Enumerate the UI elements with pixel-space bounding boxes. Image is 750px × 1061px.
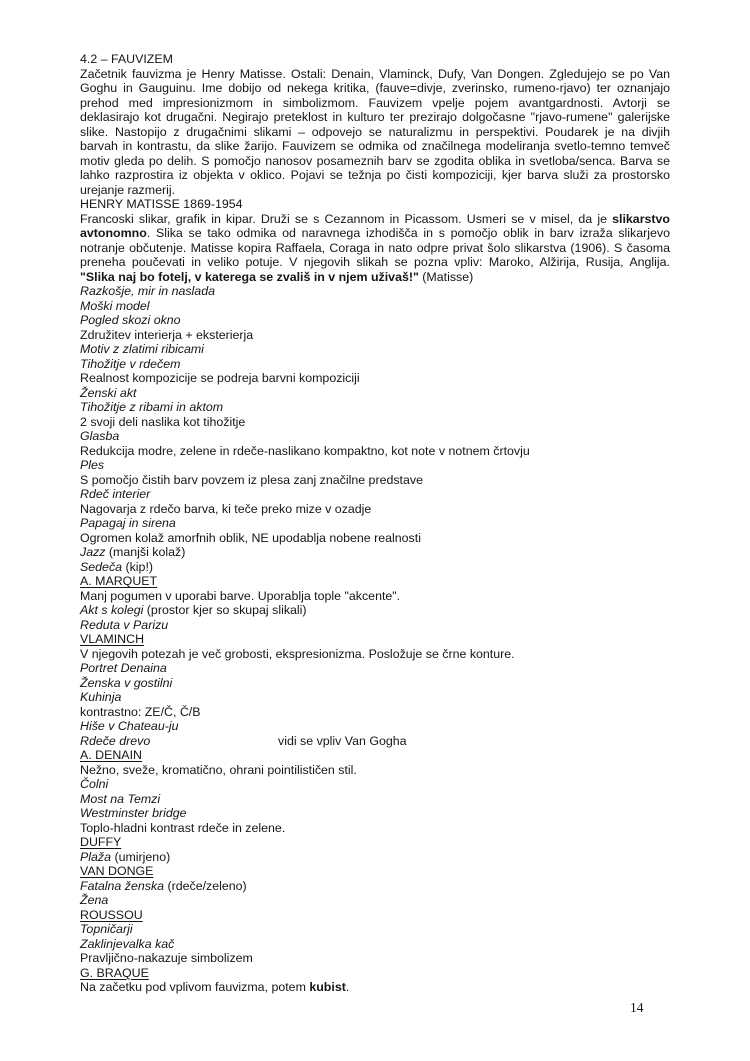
text-segment: avtonomno [80, 226, 147, 240]
artwork-title [80, 284, 670, 299]
artwork-title [80, 487, 670, 502]
text-segment: VAN DONGE [80, 864, 154, 878]
text-segment: VLAMINCH [80, 632, 145, 646]
text-segment: Razkošje, mir in naslada [80, 284, 215, 298]
text-segment: barvah in kontrastu, da slike žarijo. Fauvizem se odmika od značilnega modeliranja svetlo-temno temveč [80, 139, 670, 153]
document-line [80, 763, 670, 778]
text-segment: Motiv z zlatimi ribicami [80, 342, 204, 356]
artist-heading-roussou [80, 908, 670, 923]
text-segment: S pomočjo čistih barv povzem iz plesa zanj značilne predstave [80, 472, 423, 487]
document-line [80, 96, 670, 111]
text-segment: ROUSSOU [80, 907, 143, 922]
document-line [80, 241, 670, 256]
text-segment: Kuhinja [80, 690, 122, 704]
document-line [80, 473, 670, 488]
text-segment: Ženski akt [80, 385, 137, 400]
artist-heading-denain [80, 748, 670, 763]
document-line [80, 139, 670, 154]
document-line [80, 168, 670, 183]
artwork-title [80, 719, 670, 734]
text-segment: Realnost kompozicije se podreja barvni kompoziciji [80, 371, 360, 385]
text-segment: Tihožitje z ribami in aktom [80, 400, 224, 414]
text-segment: urejanje razmerij. [80, 182, 176, 197]
text-segment: Goghu in Gauguinu. Ime dobijo od nekega kritika, (fauve=divje, zverinsko, rumeno-rjavo) ter oznanjajo [80, 81, 670, 95]
text-segment: Sedeča [80, 559, 123, 574]
text-segment: Rdeč interier [80, 487, 151, 501]
text-segment: Nagovarja z rdečo barva, ki teče preko mize v ozadje [80, 501, 372, 516]
text-segment: 4.2 – FAUVIZEM [80, 52, 173, 66]
text-segment: deklasirajo kot drugačni. Negirajo preteklost in kulturo ter prezirajo dolgočasne "rjavo-rumene" galerijske [80, 110, 670, 124]
artwork-title [80, 458, 670, 473]
document-line [80, 415, 670, 430]
artwork-title [80, 937, 670, 952]
text-segment: Fatalna ženska [80, 878, 165, 893]
text-segment: (kip!) [122, 559, 154, 574]
artwork-title [80, 850, 670, 865]
document-line [80, 821, 670, 836]
artist-heading-van-donge [80, 864, 670, 879]
text-segment: Most na Temzi [80, 791, 161, 806]
page-number: 14 [630, 1000, 644, 1015]
text-segment: Glasba [80, 429, 120, 443]
text-segment: Hiše v Chateau-ju [80, 719, 179, 733]
document-line [80, 980, 670, 995]
artwork-title [80, 618, 670, 633]
text-segment: Rdeče drevo [80, 733, 151, 748]
artwork-title [80, 386, 670, 401]
artwork-title [80, 777, 670, 792]
text-segment: Ples [80, 458, 105, 472]
text-segment: Papagaj in sirena [80, 516, 176, 530]
text-segment: Redukcija modre, zelene in rdeče-naslikano kompaktno, kot note v notnem črtovju [80, 443, 530, 458]
artwork-title [80, 603, 670, 618]
text-segment: Francoski slikar, grafik in kipar. Druži se s Cezannom in Picassom. Usmeri se v misel, da je [80, 211, 613, 226]
text-segment: preneha poučevati in veliko potuje. V njegovih slikah se pozna vpliv: Maroko, Alžirija, Rusija, Anglija. [80, 255, 670, 269]
artist-heading-duffy [80, 835, 670, 850]
document-line [80, 212, 670, 227]
document-line [80, 154, 670, 169]
text-segment: (manjši kolaž) [105, 545, 186, 559]
text-segment: V njegovih potezah je več grobosti, ekspresionizma. Posložuje se črne konture. [80, 646, 515, 661]
artwork-title [80, 661, 670, 676]
text-segment: prehod med impresionizmom in simbolizmom. Fauvizem vpelje pojem avantgardnosti. Avtorji se [80, 95, 670, 110]
text-segment: Čolni [80, 777, 109, 791]
text-segment: G. BRAQUE [80, 965, 149, 980]
artwork-title [80, 560, 670, 575]
text-segment: (Matisse) [418, 269, 474, 284]
text-segment: Tihožitje v rdečem [80, 356, 181, 371]
text-segment: slikarstvo [612, 211, 670, 226]
text-segment: A. MARQUET [80, 574, 158, 588]
artwork-title [80, 893, 670, 908]
text-segment: Združitev interierja + eksterierja [80, 327, 254, 342]
text-segment: Na začetku pod vplivom fauvizma, potem [80, 980, 310, 994]
text-segment: Začetnik fauvizma je Henry Matisse. Ostali: Denain, Vlaminck, Dufy, Van Dongen. Zgledujejo se po Van [80, 66, 670, 81]
text-segment: kubist [309, 980, 346, 994]
document-line [80, 444, 670, 459]
text-segment: slike. Nastopijo z drugačnimi slikami – odpovejo se naturalizmu in perspektivi. Poudarek je na divjih [80, 124, 670, 139]
artwork-title [80, 429, 670, 444]
text-segment: Reduta v Parizu [80, 617, 169, 632]
artwork-title [80, 357, 670, 372]
document-line [80, 647, 670, 662]
text-segment: Topničarji [80, 922, 133, 936]
document-line [80, 226, 670, 241]
artwork-title [80, 516, 670, 531]
text-segment: notranje občutenje. Matisse kopira Raffaela, Coraga in nato odpre privat šolo slikarstva (1906). S časoma [80, 240, 670, 255]
text-segment: HENRY MATISSE 1869-1954 [80, 197, 243, 211]
artwork-title [80, 879, 670, 894]
document-line [80, 531, 670, 546]
artwork-title [80, 922, 670, 937]
text-segment: Pogled skozi okno [80, 313, 181, 327]
section-title [80, 52, 670, 67]
artwork-title [80, 676, 670, 691]
text-segment: motiv gleda po delih. S pomočjo nanosov posameznih barv se zgodita oblika in svetloba/senca. Barva se [80, 153, 670, 168]
document-line [80, 951, 670, 966]
text-segment: . Slika se tako odmika od naravnega izhodišča in s pomočjo oblik in barv izraža slikarjevo [146, 226, 670, 240]
text-segment: Pravljično-nakazuje simbolizem [80, 951, 253, 965]
text-segment: Toplo-hladni kontrast rdeče in zelene. [80, 820, 286, 835]
document-line [80, 110, 670, 125]
text-segment: Žena [80, 893, 109, 907]
artwork-title [80, 545, 670, 560]
text-segment: Plaža [80, 849, 111, 864]
text-segment: kontrastno: ZE/Č, Č/B [80, 704, 201, 719]
text-segment: lahko razprostira iz objekta v oklico. Pojavi se težnja po čisti kompoziciji, kjer barva služi za prostorsko [80, 168, 670, 182]
text-segment: Nežno, sveže, kromatično, ohrani pointilističen stil. [80, 762, 357, 777]
text-segment: 2 svoji deli naslika kot tihožitje [80, 414, 246, 429]
text-segment: Ogromen kolaž amorfnih oblik, NE upodablja nobene realnosti [80, 530, 421, 545]
artist-heading-marquet [80, 574, 670, 589]
artwork-title [80, 806, 670, 821]
text-segment: (rdeče/zeleno) [164, 878, 247, 893]
document-line [80, 125, 670, 140]
text-segment: Manj pogumen v uporabi barve. Uporablja tople "akcente". [80, 588, 401, 603]
artwork-title [80, 792, 670, 807]
text-segment: Portret Denaina [80, 661, 167, 675]
text-segment: "Slika naj bo fotelj, v katerega se zvališ in v njem uživaš!" [80, 269, 419, 284]
document-line [80, 81, 670, 96]
text-segment: Westminster bridge [80, 806, 187, 820]
artwork-title [80, 690, 670, 705]
document-line [80, 328, 670, 343]
artwork-title [80, 313, 670, 328]
artwork-title [80, 400, 670, 415]
text-segment: (umirjeno) [111, 849, 171, 864]
document-line [80, 705, 670, 720]
text-segment: Akt s kolegi [80, 603, 144, 617]
text-segment: (prostor kjer so skupaj slikali) [143, 603, 307, 617]
matisse-quote [80, 270, 670, 285]
document-line [80, 67, 670, 82]
text-segment: Moški model [80, 298, 150, 313]
text-segment: vidi se vpliv Van Gogha [278, 733, 407, 748]
document-line [80, 589, 670, 604]
text-block [80, 52, 670, 995]
artist-heading-vlaminch [80, 632, 670, 647]
matisse-heading [80, 197, 670, 212]
document-line [80, 255, 670, 270]
document-line [80, 371, 670, 386]
artwork-title [80, 734, 670, 749]
document-line [80, 183, 670, 198]
text-segment: Zaklinjevalka kač [80, 936, 175, 951]
text-segment: Jazz [80, 545, 106, 559]
text-segment: Ženska v gostilni [80, 675, 173, 690]
document-line [80, 502, 670, 517]
text-segment: . [345, 980, 350, 994]
text-segment: DUFFY [80, 835, 122, 849]
artwork-title [80, 299, 670, 314]
text-segment: A. DENAIN [80, 748, 142, 762]
artwork-title [80, 342, 670, 357]
artist-heading-braque [80, 966, 670, 981]
